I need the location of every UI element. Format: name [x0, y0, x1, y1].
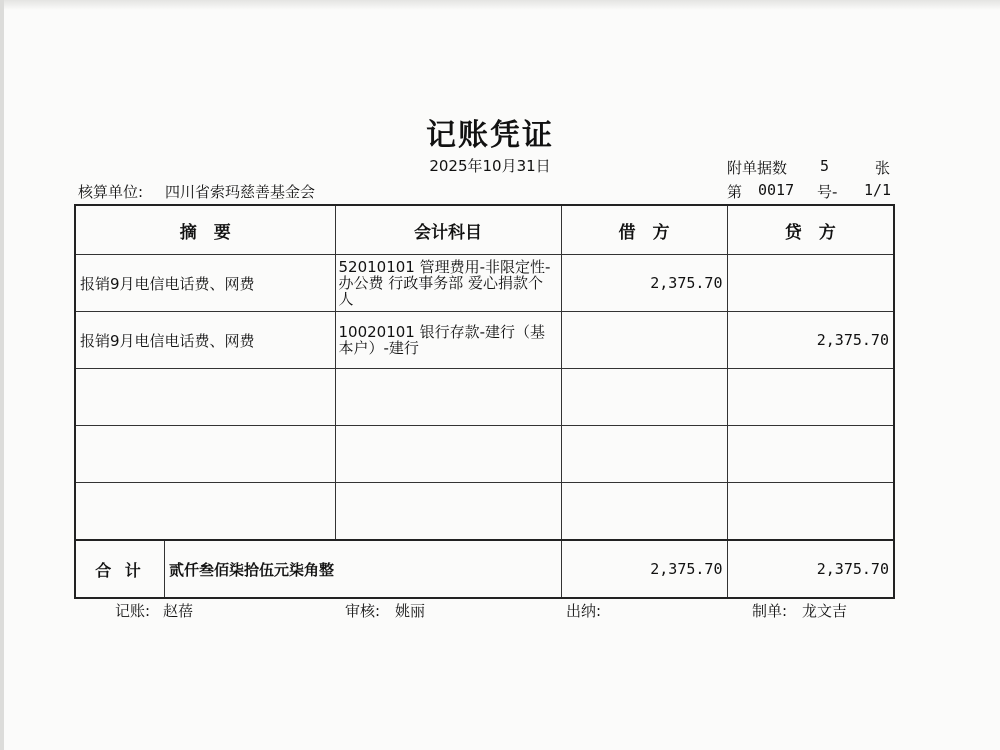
preparer-label: 制单: [752, 602, 788, 620]
voucher-page: 1/1 [864, 181, 892, 199]
empty-cell [727, 483, 894, 541]
voucher-number: 0017 [758, 181, 795, 199]
total-amount-in-words: 贰仟叁佰柒拾伍元柒角整 [169, 560, 335, 579]
row-debit: 2,375.70 [561, 255, 727, 312]
empty-cell [75, 369, 335, 426]
empty-cell [75, 483, 335, 541]
row-summary: 报销9月电信电话费、网费 [75, 312, 335, 369]
row-credit: 2,375.70 [727, 312, 894, 369]
empty-row [75, 426, 894, 483]
empty-cell [561, 426, 727, 483]
empty-cell [335, 426, 561, 483]
bookkeeper-label: 记账: [115, 602, 151, 620]
empty-cell [561, 483, 727, 541]
total-credit: 2,375.70 [727, 540, 894, 598]
scan-edge-top [0, 0, 1000, 10]
row-summary: 报销9月电信电话费、网费 [75, 255, 335, 312]
table-header-row [75, 205, 894, 255]
empty-row [75, 483, 894, 541]
header-debit: 借 方 [561, 205, 727, 255]
total-label: 合 计 [76, 541, 165, 597]
empty-row [75, 369, 894, 426]
empty-cell [727, 369, 894, 426]
row-debit [561, 312, 727, 369]
row-account: 52010101 管理费用-非限定性-办公费 行政事务部 爱心捐款个人 [335, 255, 561, 312]
bookkeeper-name: 赵蓓 [163, 602, 194, 620]
total-debit: 2,375.70 [561, 540, 727, 598]
preparer-name: 龙文吉 [802, 602, 848, 620]
voucher-title: 记账凭证 [426, 118, 554, 153]
reviewer-name: 姚丽 [395, 602, 426, 620]
row-account: 10020101 银行存款-建行（基本户）-建行 [335, 312, 561, 369]
reviewer-label: 审核: [345, 602, 381, 620]
unit-label: 核算单位: [78, 183, 144, 201]
header-account: 会计科目 [335, 205, 561, 255]
empty-cell [561, 369, 727, 426]
row-credit [727, 255, 894, 312]
header-credit: 贷 方 [727, 205, 894, 255]
empty-cell [727, 426, 894, 483]
table-row [75, 312, 894, 369]
empty-cell [335, 483, 561, 541]
voucher-number-label: 第 [727, 183, 743, 201]
attachment-label: 附单据数 [727, 159, 788, 177]
unit-name: 四川省索玛慈善基金会 [165, 183, 316, 201]
cashier-label: 出纳: [566, 602, 602, 620]
voucher-table [74, 204, 895, 599]
total-row [75, 540, 894, 598]
voucher-number-suffix: 号- [817, 183, 838, 201]
empty-cell [75, 426, 335, 483]
header-summary: 摘 要 [75, 205, 335, 255]
total-summary-cell [75, 540, 561, 598]
empty-cell [335, 369, 561, 426]
voucher-date: 2025年10月31日 [429, 157, 551, 175]
table-row [75, 255, 894, 312]
attachment-count: 5 [820, 157, 830, 175]
attachment-unit: 张 [875, 159, 891, 177]
